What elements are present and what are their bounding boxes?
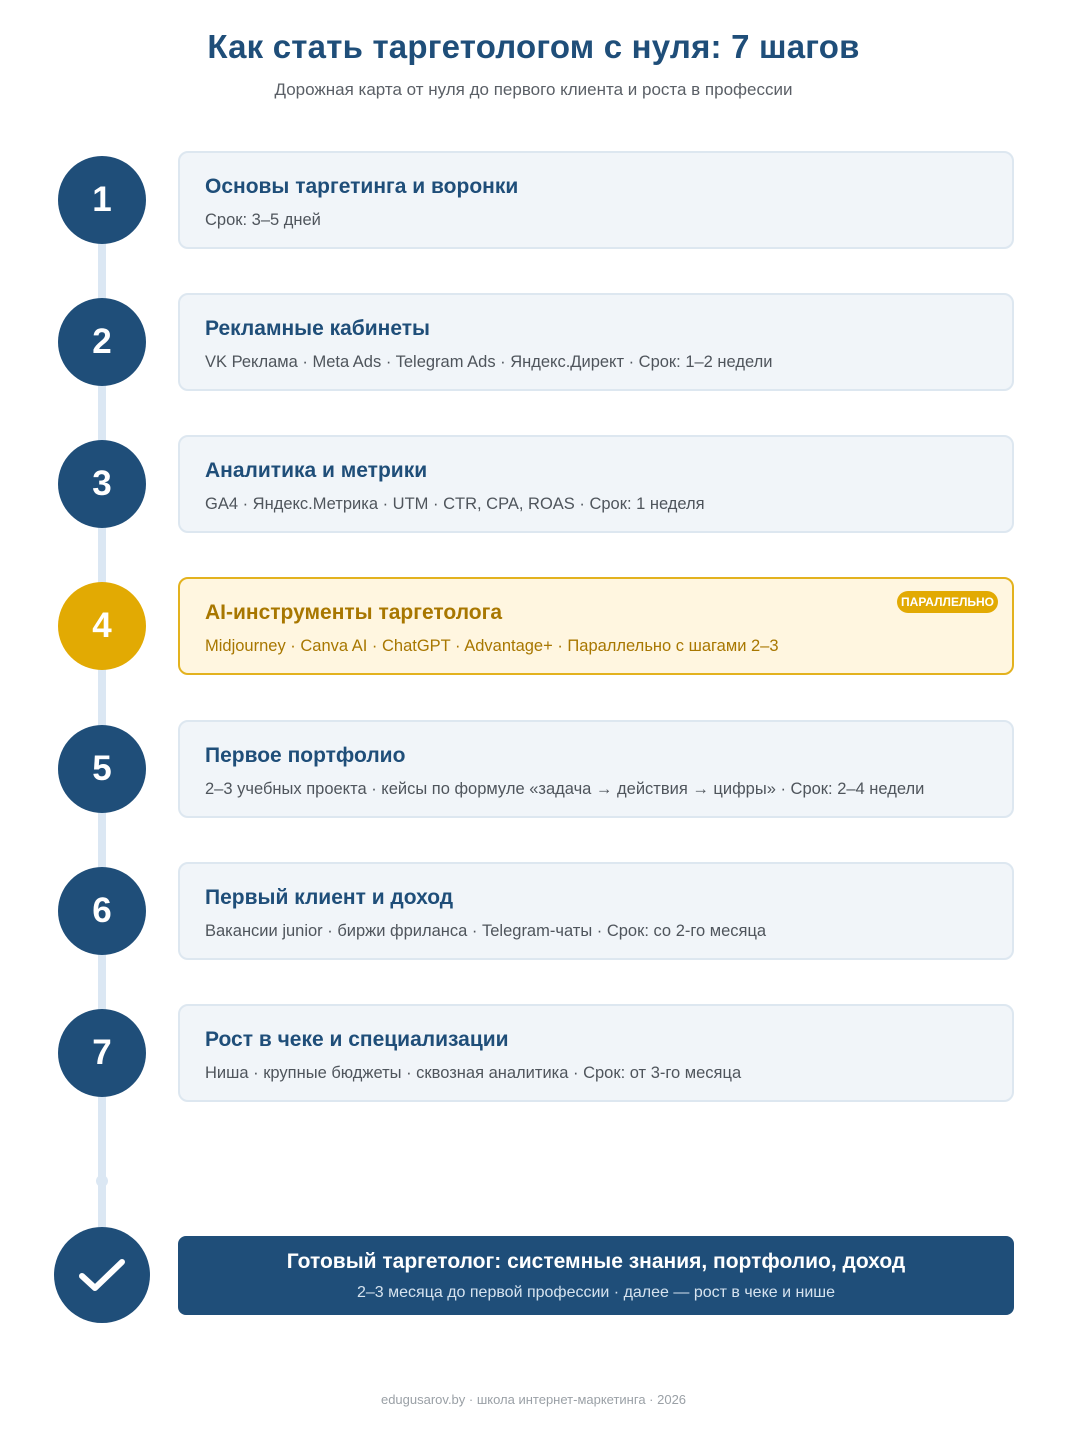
step-number-4: 4 [58, 582, 146, 670]
step-card-5 [178, 720, 1014, 818]
parallel-badge: ПАРАЛЛЕЛЬНО [897, 591, 998, 613]
step-card-1 [178, 151, 1014, 249]
final-description: 2–3 месяца до первой профессии · далее — рост в чеке и нише [357, 1284, 835, 1301]
page-title: Как стать таргетологом с нуля: 7 шагов [207, 28, 860, 65]
step-card-7 [178, 1004, 1014, 1102]
step-title: Аналитика и метрики [205, 459, 428, 482]
step-number-6: 6 [58, 867, 146, 955]
final-circle [54, 1227, 150, 1323]
step-title: Первый клиент и доход [205, 886, 454, 909]
step-number-5: 5 [58, 725, 146, 813]
step-description: Ниша · крупные бюджеты · сквозная аналитика · Срок: от 3-го месяца [205, 1064, 742, 1082]
step-description: GA4 · Яндекс.Метрика · UTM · CTR, CPA, ROAS · Срок: 1 неделя [205, 495, 705, 513]
step-description: Срок: 3–5 дней [205, 211, 321, 229]
step-number-2: 2 [58, 298, 146, 386]
step-number-1: 1 [58, 156, 146, 244]
page-subtitle: Дорожная карта от нуля до первого клиента и роста в профессии [274, 80, 793, 99]
step-title: Основы таргетинга и воронки [205, 175, 519, 198]
final-card [178, 1236, 1014, 1315]
step-description: Вакансии junior · биржи фриланса · Telegram-чаты · Срок: со 2-го месяца [205, 922, 767, 940]
step-card-2 [178, 293, 1014, 391]
step-card-6 [178, 862, 1014, 960]
step-title: Рекламные кабинеты [205, 317, 430, 340]
final-title: Готовый таргетолог: системные знания, портфолио, доход [286, 1250, 906, 1273]
step-description: Midjourney · Canva AI · ChatGPT · Advantage+ · Параллельно с шагами 2–3 [205, 637, 779, 655]
step-title: AI-инструменты таргетолога [205, 601, 503, 624]
step-number-7: 7 [58, 1009, 146, 1097]
step-card-4 [178, 577, 1014, 675]
step-title: Первое портфолио [205, 744, 406, 767]
step-card-3 [178, 435, 1014, 533]
step-title: Рост в чеке и специализации [205, 1028, 509, 1051]
timeline-dot [96, 1175, 108, 1187]
footer-credit: edugusarov.by · школа интернет-маркетинга · 2026 [380, 1392, 687, 1407]
checkmark-icon [77, 1255, 127, 1295]
step-number-3: 3 [58, 440, 146, 528]
step-description: 2–3 учебных проекта · кейсы по формуле «задача → действия → цифры» · Срок: 2–4 недели [205, 780, 925, 798]
step-description: VK Реклама · Meta Ads · Telegram Ads · Яндекс.Директ · Срок: 1–2 недели [205, 353, 773, 371]
